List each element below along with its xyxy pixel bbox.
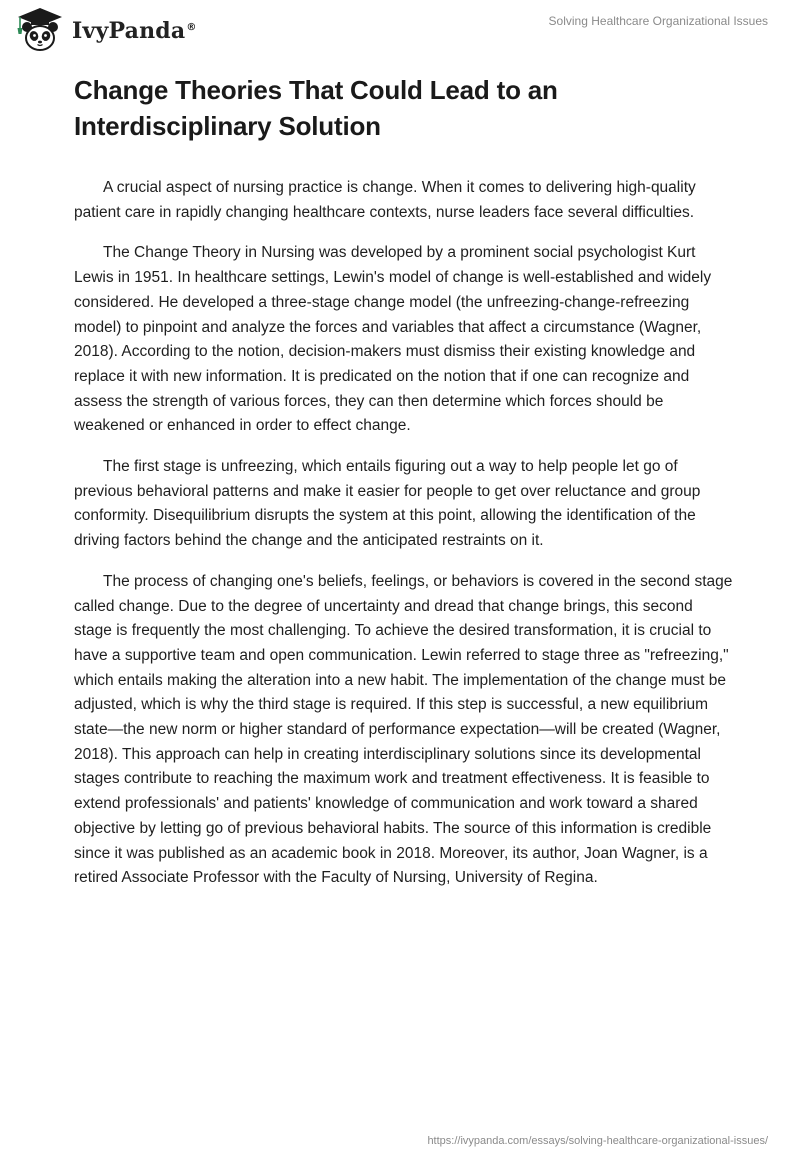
- source-url[interactable]: https://ivypanda.com/essays/solving-healthcare-organizational-issues/: [427, 1135, 768, 1147]
- paragraph-2: The Change Theory in Nursing was developed by a prominent social psychologist Kurt Lewis in 1951. In healthcare settings, Lewin's model of change is well-established and widely considered. He developed a three-stage change model (the unfreezing-change-refreezing model) to pinpoint and analyze the forces and variables that affect a circumstance (Wagner, 2018). According to the notion, decision-makers must dismiss their existing knowledge and replace it with new information. It is predicated on the notion that if one can recognize and assess the strength of various forces, they can then determine which forces should be weakened or enhanced in order to effect change.: [74, 244, 712, 435]
- brand-logo[interactable]: [14, 6, 197, 54]
- registered-mark: ®: [186, 21, 197, 33]
- paragraph-4: The process of changing one's beliefs, feelings, or behaviors is covered in the second stage called change. Due to the degree of uncertainty and dread that change brings, this second stage is frequently the most challenging. To achieve the desired transformation, it is crucial to have a supportive team and open communication. Lewin referred to stage three as "refreezing," which entails making the alteration into a new habit. The implementation of the change must be adjusted, which is why the third stage is required. If this step is successful, a new equilibrium state—the new norm or higher standard of performance expectation—will be created (Wagner, 2018). This approach can help in creating interdisciplinary solutions since its developmental stages contribute to reaching the maximum work and treatment effectiveness. It is feasible to extend professionals' and patients' knowledge of communication and work toward a shared objective by letting go of previous behavioral habits. The source of this information is credible since it was published as an academic book in 2018. Moreover, its author, Joan Wagner, is a retired Associate Professor with the Faculty of Nursing, University of Regina.: [74, 572, 733, 887]
- page-title: Change Theories That Could Lead to an Interdisciplinary Solution: [74, 75, 558, 141]
- page-header: [0, 0, 800, 60]
- panda-graduate-icon: [14, 6, 66, 54]
- article-body: [74, 72, 734, 891]
- paragraph-3: The first stage is unfreezing, which entails figuring out a way to help people let go of previous behavioral patterns and make it easier for people to get over reluctance and group conformity. Disequilibrium disrupts the system at this point, allowing the identification of the driving factors behind the change and the anticipated restraints on it.: [74, 458, 701, 550]
- essay-title: Solving Healthcare Organizational Issues: [548, 14, 768, 28]
- brand-name: IvyPanda®: [72, 18, 197, 44]
- paragraph-1: A crucial aspect of nursing practice is change. When it comes to delivering high-quality patient care in rapidly changing healthcare contexts, nurse leaders face several difficulties.: [74, 179, 696, 221]
